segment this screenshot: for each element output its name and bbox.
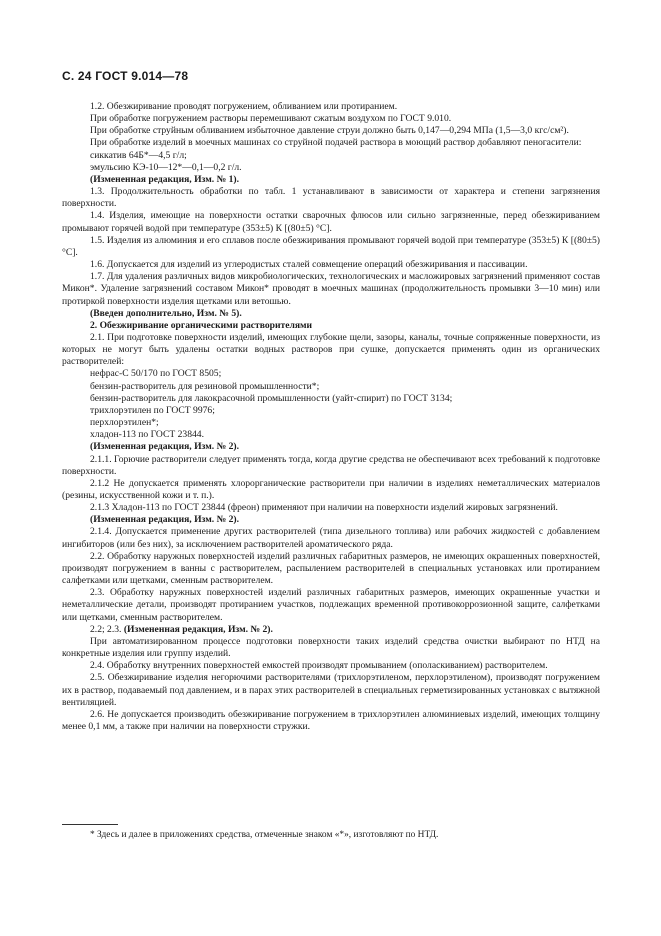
paragraph: бензин-растворитель для резиновой промышленности*;	[90, 380, 320, 392]
paragraph: 2.1. При подготовке поверхности изделий, имеющих глубокие щели, зазоры, каналы, точные сопряженные поверхности, из которых не могут быть удалены остатки водных растворов при сушке, допускается применять один из органических растворителей:	[62, 331, 600, 368]
paragraph: 2.1.2 Не допускается применять хлорорганические растворители при наличии в изделиях неметаллических материалов (резины, искусственной кожи и т. п.).	[62, 477, 600, 501]
paragraph-lead: 2.2; 2.3.	[90, 623, 124, 635]
paragraph: хладон-113 по ГОСТ 23844.	[90, 429, 205, 441]
paragraph: 2.1.3 Хладон-113 по ГОСТ 23844 (фреон) применяют при наличии на поверхности изделий жировых загрязнений.	[90, 502, 558, 514]
paragraph: 2.3. Обработку наружных поверхностей изделий различных габаритных размеров, имеющих окрашенные участки и неметаллические детали, производят протиранием участков, подлежащих временной противокоррозионной защите, салфетками или щетками, сменным растворителем.	[62, 587, 600, 623]
paragraph: 1.5. Изделия из алюминия и его сплавов после обезжиривания промывают горячей водой при температуре (353±5) К [(80±5) °С].	[62, 234, 600, 258]
bold-paragraph: (Измененная редакция, Изм. № 1).	[90, 173, 240, 185]
paragraph: 1.4. Изделия, имеющие на поверхности остатки сварочных флюсов или сильно загрязненные, перед обезжириванием промывают горячей водой при температуре (353±5) К [(80±5) °С].	[62, 210, 600, 234]
paragraph: При автоматизированном процессе подготовки поверхности таких изделий средства очистки выбирают по НТД на конкретные изделия или группу изделий.	[62, 635, 600, 660]
page-header: С. 24 ГОСТ 9.014—78	[62, 69, 189, 83]
paragraph: нефрас-С 50/170 по ГОСТ 8505;	[90, 368, 222, 380]
paragraph: 1.2. Обезжиривание проводят погружением, обливанием или протиранием.	[90, 101, 398, 112]
bold-paragraph: (Измененная редакция, Изм. № 2).	[90, 514, 240, 526]
document-body	[62, 101, 600, 733]
footnote: * Здесь и далее в приложениях средства, отмеченные знаком «*», изготовляют по НТД.	[90, 830, 439, 840]
paragraph: сиккатив 64Б*—4,5 г/л;	[90, 149, 187, 161]
paragraph-bold-tail: (Измененная редакция, Изм. № 2).	[123, 623, 273, 635]
paragraph: трихлорэтилен по ГОСТ 9976;	[90, 404, 215, 416]
paragraph: При обработке изделий в моечных машинах со струйной подачей раствора в моющий раствор добавляют пеногасители:	[90, 137, 582, 149]
paragraph: 2.1.1. Горючие растворители следует применять тогда, когда другие средства не обеспечивают всех требований к подготовке поверхности.	[62, 453, 600, 477]
paragraph: 2.6. Не допускается производить обезжиривание погружением в трихлорэтилен алюминиевых изделий, имеющих толщину менее 0,1 мм, а также при наличии на поверхности стружки.	[62, 708, 600, 732]
bold-paragraph: (Измененная редакция, Изм. № 2).	[90, 441, 240, 453]
bold-paragraph: 2. Обезжиривание органическими растворителями	[90, 319, 313, 331]
paragraph: 1.7. Для удаления различных видов микробиологических, технологических и масложировых загрязнений применяют состав Микон*. Удаление загрязнений составом Микон* проводят в моечных машинах (продолжительность промывки 3—10 мин) или протиркой поверхности изделия щетками или ветошью.	[62, 271, 600, 307]
paragraph: При обработке струйным обливанием избыточное давление струи должно быть 0,147—0,294 МПа (1,5—3,0 кгс/см²).	[90, 125, 569, 137]
paragraph: перхлорэтилен*;	[90, 417, 159, 429]
paragraph: 1.6. Допускается для изделий из углеродистых сталей совмещение операций обезжиривания и пассивации.	[90, 259, 528, 271]
paragraph	[62, 624, 600, 636]
bold-paragraph: (Введен дополнительно, Изм. № 5).	[90, 307, 242, 319]
paragraph: 1.3. Продолжительность обработки по табл. 1 устанавливают в зависимости от характера и степени загрязнения поверхности.	[62, 186, 600, 210]
paragraph: бензин-растворитель для лакокрасочной промышленности (уайт-спирит) по ГОСТ 3134;	[90, 392, 453, 404]
paragraph: эмульсию КЭ-10—12*—0,1—0,2 г/л.	[90, 161, 242, 173]
footnote-divider	[62, 824, 118, 825]
paragraph: 2.5. Обезжиривание изделия негорючими растворителями (трихлорэтиленом, перхлорэтиленом), производят погружением их в раствор, подаваемый под давлением, и в парах этих растворителей в специальных герметизированных установках с вытяжной вентиляцией.	[62, 672, 600, 708]
paragraph: 2.2. Обработку наружных поверхностей изделий различных габаритных размеров, не имеющих окрашенных поверхностей, производят погружением в ванны с растворителем, распылением растворителей в специальных установках или протиранием салфетками или щетками, сменным растворителем.	[62, 550, 600, 587]
paragraph: 2.1.4. Допускается применение других растворителей (типа дизельного топлива) или рабочих жидкостей с добавлением ингибиторов (или без них), за исключением растворителей ароматического ряда.	[62, 526, 600, 550]
paragraph: При обработке погружением растворы перемешивают сжатым воздухом по ГОСТ 9.010.	[90, 113, 452, 125]
paragraph: 2.4. Обработку внутренних поверхностей емкостей производят промыванием (ополаскиванием) растворителем.	[90, 660, 548, 672]
